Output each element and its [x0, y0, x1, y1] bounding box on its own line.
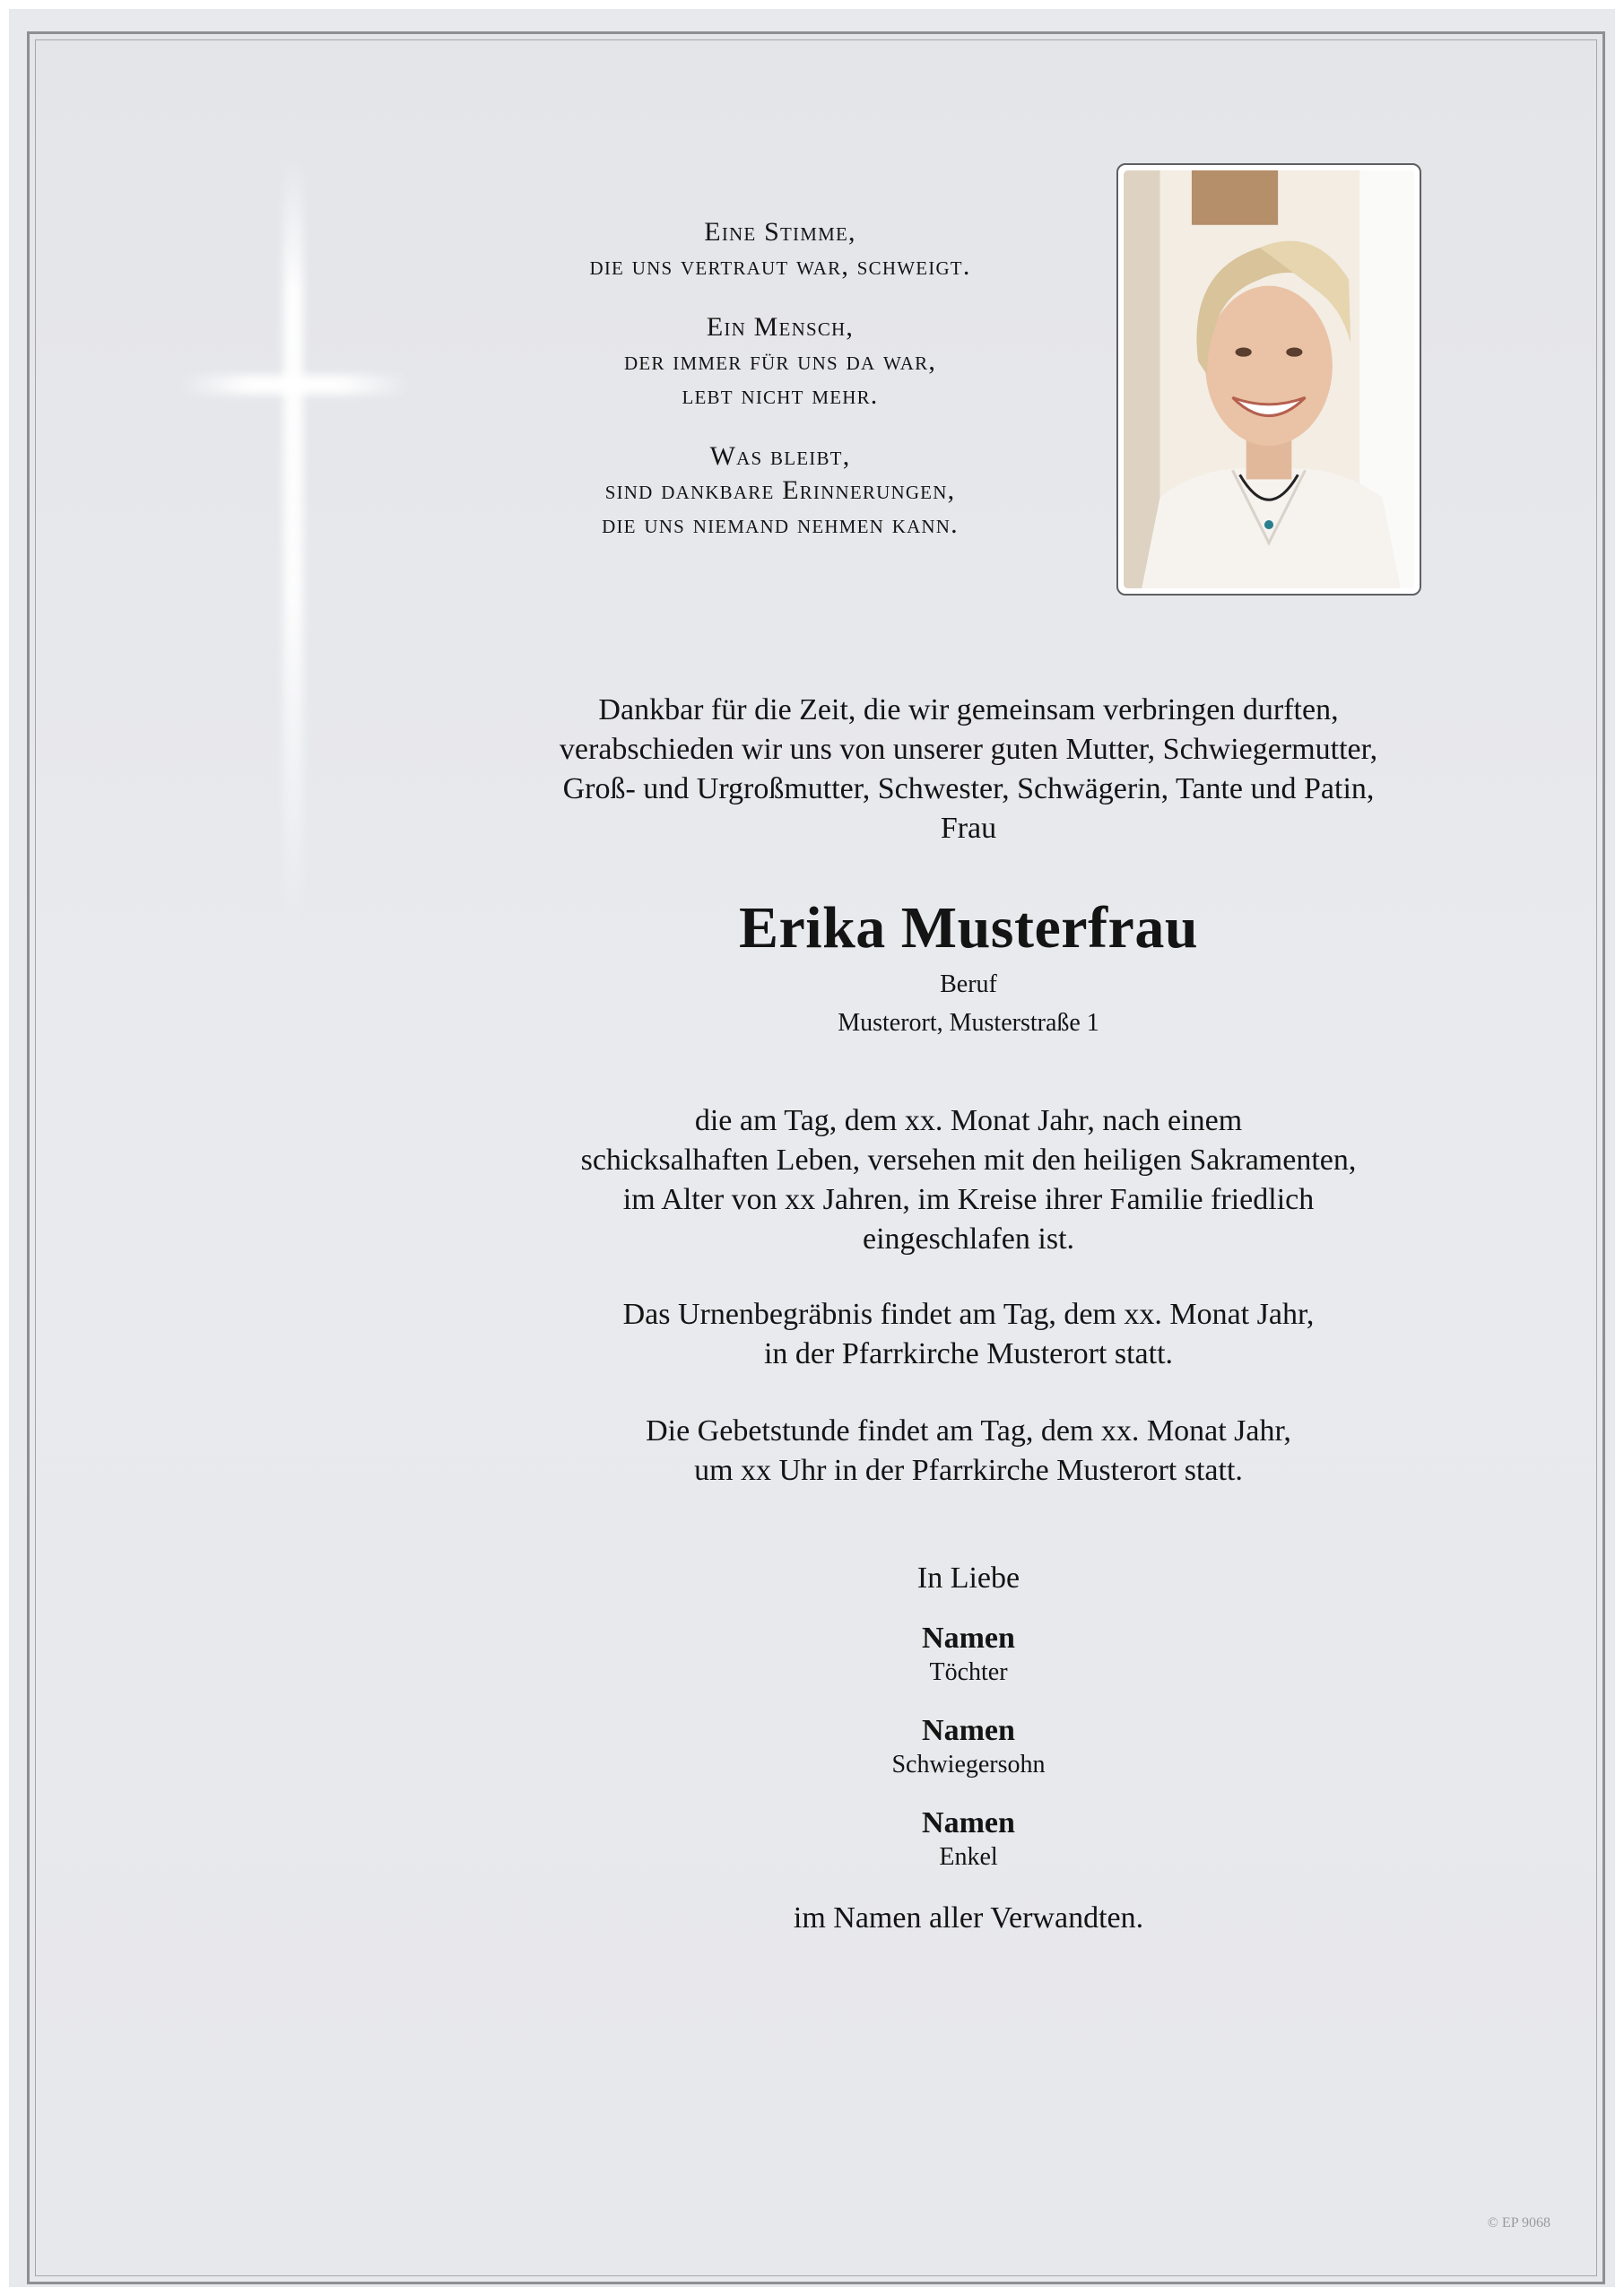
paragraph-line: Die Gebetstunde findet am Tag, dem xx. Monat Jahr, [646, 1414, 1291, 1448]
template-code: © EP 9068 [1487, 2215, 1550, 2231]
glowing-cross-icon [179, 152, 413, 960]
portrait-illustration [1124, 170, 1414, 588]
signoff-text: In Liebe [916, 1561, 1020, 1595]
poem-line: die uns vertraut war, schweigt. [589, 251, 971, 281]
family-member-role: Enkel [939, 1843, 998, 1871]
family-member-role: Schwiegersohn [891, 1751, 1046, 1779]
paragraph-line: eingeschlafen ist. [862, 1222, 1075, 1256]
portrait-photo-frame [1116, 163, 1421, 596]
poem-line: lebt nicht mehr. [682, 380, 879, 410]
poem-line: der immer für uns da war, [623, 346, 937, 376]
poem-stanza [511, 439, 1049, 542]
family-member-role: Töchter [929, 1658, 1008, 1686]
poem-stanza [511, 215, 1049, 283]
poem-line: die uns niemand nehmen kann. [602, 509, 959, 539]
poem-line: Was bleibt, [709, 441, 851, 471]
deceased-name: Erika Musterfrau [738, 895, 1199, 961]
poem-line: sind dankbare Erinnerungen, [604, 475, 956, 505]
family-member-name: Namen [922, 1714, 1015, 1747]
poem-line: Ein Mensch, [706, 312, 855, 342]
portrait-photo [1124, 170, 1414, 588]
paragraph-line: in der Pfarrkirche Musterort statt. [763, 1337, 1174, 1370]
intro-line: Dankbar für die Zeit, die wir gemeinsam verbringen durften, [598, 693, 1339, 726]
death-notice-paragraph [529, 1101, 1408, 1259]
obituary-sheet [9, 9, 1615, 2287]
poem-line: Eine Stimme, [704, 217, 856, 247]
paragraph-line: um xx Uhr in der Pfarrkirche Musterort statt. [694, 1454, 1243, 1487]
burial-paragraph [529, 1295, 1408, 1374]
deceased-profession: Beruf [940, 970, 997, 998]
paragraph-line: die am Tag, dem xx. Monat Jahr, nach einem [694, 1104, 1243, 1137]
closing-text: im Namen aller Verwandten. [793, 1901, 1144, 1935]
paragraph-line: Das Urnenbegräbnis findet am Tag, dem xx. Monat Jahr, [622, 1298, 1315, 1331]
paragraph-line: im Alter von xx Jahren, im Kreise ihrer Familie friedlich [622, 1183, 1315, 1216]
prayer-paragraph [529, 1412, 1408, 1491]
intro-line: Groß- und Urgroßmutter, Schwester, Schwägerin, Tante und Patin, [562, 772, 1375, 805]
intro-text [529, 691, 1408, 848]
poem-stanza [511, 310, 1049, 413]
intro-line: Frau [940, 812, 997, 845]
poem [511, 215, 1049, 569]
family-member-name: Namen [922, 1622, 1015, 1655]
intro-line: verabschieden wir uns von unserer guten Mutter, Schwiegermutter, [559, 733, 1378, 766]
deceased-address: Musterort, Musterstraße 1 [838, 1009, 1099, 1037]
paragraph-line: schicksalhaften Leben, versehen mit den heiligen Sakramenten, [580, 1144, 1357, 1177]
family-member-name: Namen [922, 1806, 1015, 1839]
